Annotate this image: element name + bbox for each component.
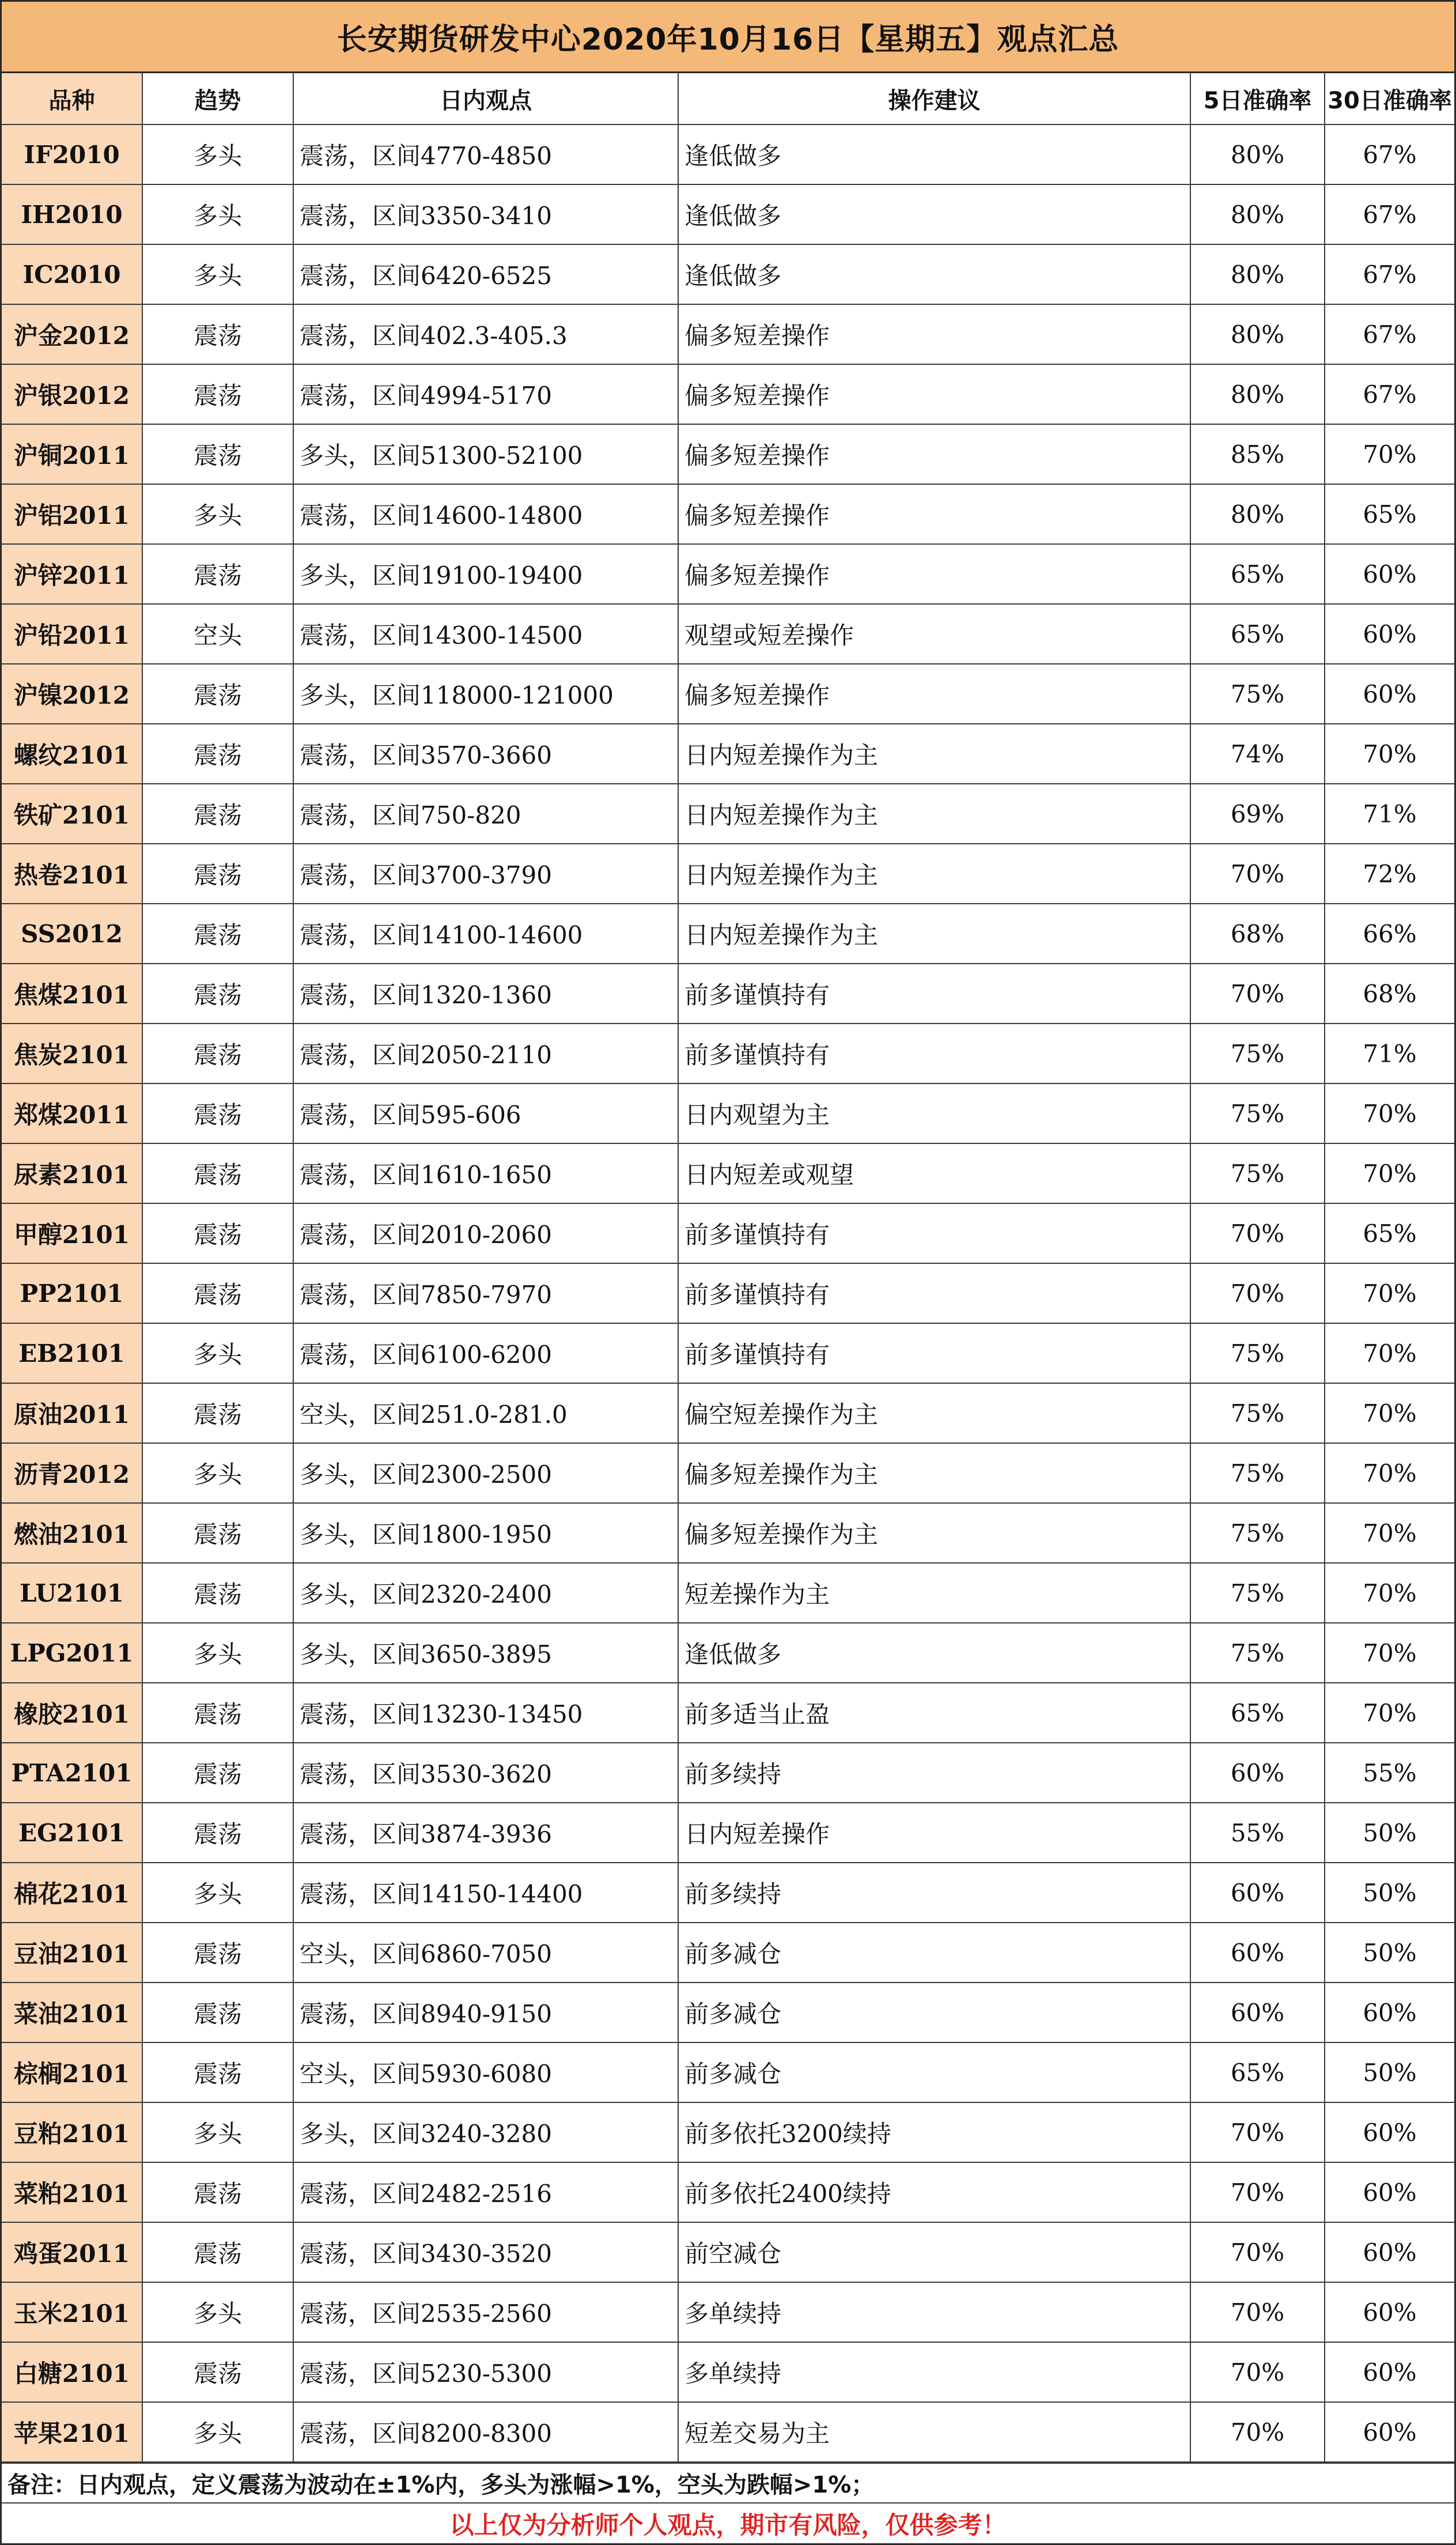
cell-5day-accuracy: 70% bbox=[1190, 1263, 1325, 1323]
cell-advice: 短差交易为主 bbox=[678, 2402, 1190, 2462]
table-row bbox=[2, 1203, 1454, 1263]
table-row bbox=[2, 964, 1454, 1024]
cell-variety: 铁矿2101 bbox=[2, 784, 142, 844]
cell-trend: 空头 bbox=[142, 604, 293, 664]
table-row bbox=[2, 424, 1454, 484]
cell-trend: 震荡 bbox=[142, 1983, 293, 2042]
table-row bbox=[2, 1563, 1454, 1623]
cell-intraday-view: 多头，区间19100-19400 bbox=[293, 544, 678, 604]
table-row bbox=[2, 1383, 1454, 1443]
header-variety: 品种 bbox=[2, 73, 142, 124]
cell-variety: EB2101 bbox=[2, 1323, 142, 1383]
cell-intraday-view: 震荡，区间1320-1360 bbox=[293, 964, 678, 1024]
cell-30day-accuracy: 65% bbox=[1325, 1203, 1454, 1263]
cell-advice: 前多续持 bbox=[678, 1743, 1190, 1803]
cell-variety: 沪铜2011 bbox=[2, 424, 142, 484]
cell-5day-accuracy: 75% bbox=[1190, 1323, 1325, 1383]
cell-5day-accuracy: 75% bbox=[1190, 1083, 1325, 1143]
cell-advice: 偏多短差操作为主 bbox=[678, 1503, 1190, 1563]
cell-advice: 观望或短差操作 bbox=[678, 604, 1190, 664]
cell-trend: 震荡 bbox=[142, 1803, 293, 1863]
cell-30day-accuracy: 67% bbox=[1325, 304, 1454, 364]
cell-trend: 震荡 bbox=[142, 1743, 293, 1803]
cell-variety: 白糖2101 bbox=[2, 2342, 142, 2402]
cell-variety: 沪铅2011 bbox=[2, 604, 142, 664]
cell-advice: 偏多短差操作 bbox=[678, 544, 1190, 604]
cell-trend: 多头 bbox=[142, 484, 293, 544]
cell-variety: LU2101 bbox=[2, 1563, 142, 1623]
cell-trend: 多头 bbox=[142, 124, 293, 184]
cell-intraday-view: 震荡，区间2050-2110 bbox=[293, 1024, 678, 1083]
cell-30day-accuracy: 60% bbox=[1325, 2402, 1454, 2462]
cell-advice: 前多谨慎持有 bbox=[678, 964, 1190, 1024]
cell-variety: 菜粕2101 bbox=[2, 2162, 142, 2222]
cell-trend: 多头 bbox=[142, 1623, 293, 1683]
cell-30day-accuracy: 70% bbox=[1325, 1263, 1454, 1323]
cell-advice: 前多减仓 bbox=[678, 1923, 1190, 1983]
cell-30day-accuracy: 67% bbox=[1325, 244, 1454, 304]
cell-5day-accuracy: 69% bbox=[1190, 784, 1325, 844]
cell-30day-accuracy: 60% bbox=[1325, 2222, 1454, 2282]
table-row bbox=[2, 2102, 1454, 2162]
cell-advice: 偏多短差操作 bbox=[678, 484, 1190, 544]
cell-intraday-view: 震荡，区间3700-3790 bbox=[293, 844, 678, 904]
cell-trend: 多头 bbox=[142, 184, 293, 244]
cell-variety: 菜油2101 bbox=[2, 1983, 142, 2042]
cell-trend: 震荡 bbox=[142, 2222, 293, 2282]
cell-variety: LPG2011 bbox=[2, 1623, 142, 1683]
cell-trend: 多头 bbox=[142, 244, 293, 304]
cell-5day-accuracy: 80% bbox=[1190, 484, 1325, 544]
cell-5day-accuracy: 75% bbox=[1190, 1503, 1325, 1563]
cell-trend: 震荡 bbox=[142, 724, 293, 784]
table-row bbox=[2, 304, 1454, 364]
cell-5day-accuracy: 68% bbox=[1190, 904, 1325, 964]
cell-advice: 前多续持 bbox=[678, 1863, 1190, 1923]
cell-30day-accuracy: 67% bbox=[1325, 124, 1454, 184]
cell-advice: 前多谨慎持有 bbox=[678, 1024, 1190, 1083]
cell-30day-accuracy: 68% bbox=[1325, 964, 1454, 1024]
cell-advice: 前多减仓 bbox=[678, 2042, 1190, 2102]
cell-intraday-view: 空头，区间6860-7050 bbox=[293, 1923, 678, 1983]
cell-30day-accuracy: 65% bbox=[1325, 484, 1454, 544]
cell-advice: 前多减仓 bbox=[678, 1983, 1190, 2042]
cell-5day-accuracy: 80% bbox=[1190, 244, 1325, 304]
cell-intraday-view: 震荡，区间3874-3936 bbox=[293, 1803, 678, 1863]
cell-intraday-view: 震荡，区间3430-3520 bbox=[293, 2222, 678, 2282]
cell-trend: 震荡 bbox=[142, 1683, 293, 1743]
views-table bbox=[2, 73, 1454, 2463]
cell-intraday-view: 震荡，区间14150-14400 bbox=[293, 1863, 678, 1923]
table-row bbox=[2, 904, 1454, 964]
cell-variety: PP2101 bbox=[2, 1263, 142, 1323]
cell-5day-accuracy: 80% bbox=[1190, 184, 1325, 244]
cell-trend: 震荡 bbox=[142, 2342, 293, 2402]
cell-5day-accuracy: 75% bbox=[1190, 1443, 1325, 1503]
cell-5day-accuracy: 80% bbox=[1190, 304, 1325, 364]
table-row bbox=[2, 1263, 1454, 1323]
cell-variety: 焦炭2101 bbox=[2, 1024, 142, 1083]
header-trend: 趋势 bbox=[142, 73, 293, 124]
table-row bbox=[2, 2162, 1454, 2222]
cell-variety: 螺纹2101 bbox=[2, 724, 142, 784]
cell-variety: 玉米2101 bbox=[2, 2282, 142, 2342]
cell-30day-accuracy: 60% bbox=[1325, 1983, 1454, 2042]
cell-intraday-view: 空头，区间5930-6080 bbox=[293, 2042, 678, 2102]
table-row bbox=[2, 784, 1454, 844]
cell-30day-accuracy: 55% bbox=[1325, 1743, 1454, 1803]
cell-intraday-view: 多头，区间3650-3895 bbox=[293, 1623, 678, 1683]
cell-5day-accuracy: 70% bbox=[1190, 2102, 1325, 2162]
cell-intraday-view: 多头，区间2300-2500 bbox=[293, 1443, 678, 1503]
header-30day-accuracy: 30日准确率 bbox=[1325, 73, 1454, 124]
cell-intraday-view: 震荡，区间402.3-405.3 bbox=[293, 304, 678, 364]
cell-trend: 震荡 bbox=[142, 1923, 293, 1983]
cell-30day-accuracy: 70% bbox=[1325, 1443, 1454, 1503]
table-row bbox=[2, 1083, 1454, 1143]
cell-advice: 日内观望为主 bbox=[678, 1083, 1190, 1143]
cell-trend: 震荡 bbox=[142, 1383, 293, 1443]
table-row bbox=[2, 1143, 1454, 1203]
table-row bbox=[2, 2222, 1454, 2282]
cell-advice: 偏多短差操作 bbox=[678, 364, 1190, 424]
cell-intraday-view: 震荡，区间3530-3620 bbox=[293, 1743, 678, 1803]
cell-5day-accuracy: 60% bbox=[1190, 1863, 1325, 1923]
cell-intraday-view: 震荡，区间2010-2060 bbox=[293, 1203, 678, 1263]
cell-5day-accuracy: 80% bbox=[1190, 364, 1325, 424]
cell-advice: 前多谨慎持有 bbox=[678, 1263, 1190, 1323]
cell-advice: 前多谨慎持有 bbox=[678, 1323, 1190, 1383]
cell-advice: 偏多短差操作为主 bbox=[678, 1443, 1190, 1503]
cell-5day-accuracy: 60% bbox=[1190, 1983, 1325, 2042]
cell-variety: 橡胶2101 bbox=[2, 1683, 142, 1743]
cell-variety: 沪铝2011 bbox=[2, 484, 142, 544]
header-5day-accuracy: 5日准确率 bbox=[1190, 73, 1325, 124]
cell-variety: 沪金2012 bbox=[2, 304, 142, 364]
table-row bbox=[2, 1503, 1454, 1563]
cell-variety: 豆粕2101 bbox=[2, 2102, 142, 2162]
cell-30day-accuracy: 60% bbox=[1325, 664, 1454, 724]
cell-trend: 多头 bbox=[142, 2402, 293, 2462]
cell-intraday-view: 震荡，区间7850-7970 bbox=[293, 1263, 678, 1323]
header-advice: 操作建议 bbox=[678, 73, 1190, 124]
table-row bbox=[2, 184, 1454, 244]
cell-intraday-view: 震荡，区间8940-9150 bbox=[293, 1983, 678, 2042]
cell-variety: 原油2011 bbox=[2, 1383, 142, 1443]
cell-30day-accuracy: 50% bbox=[1325, 1803, 1454, 1863]
cell-advice: 多单续持 bbox=[678, 2282, 1190, 2342]
cell-5day-accuracy: 55% bbox=[1190, 1803, 1325, 1863]
cell-trend: 多头 bbox=[142, 1323, 293, 1383]
cell-trend: 震荡 bbox=[142, 904, 293, 964]
cell-trend: 震荡 bbox=[142, 1563, 293, 1623]
cell-variety: EG2101 bbox=[2, 1803, 142, 1863]
table-row bbox=[2, 484, 1454, 544]
cell-variety: 甲醇2101 bbox=[2, 1203, 142, 1263]
cell-trend: 震荡 bbox=[142, 1203, 293, 1263]
cell-5day-accuracy: 65% bbox=[1190, 2042, 1325, 2102]
cell-5day-accuracy: 65% bbox=[1190, 544, 1325, 604]
cell-5day-accuracy: 70% bbox=[1190, 1203, 1325, 1263]
cell-30day-accuracy: 72% bbox=[1325, 844, 1454, 904]
cell-intraday-view: 震荡，区间14100-14600 bbox=[293, 904, 678, 964]
table-row bbox=[2, 1623, 1454, 1683]
cell-intraday-view: 震荡，区间6100-6200 bbox=[293, 1323, 678, 1383]
cell-30day-accuracy: 70% bbox=[1325, 1623, 1454, 1683]
cell-intraday-view: 震荡，区间3350-3410 bbox=[293, 184, 678, 244]
cell-30day-accuracy: 70% bbox=[1325, 1143, 1454, 1203]
cell-intraday-view: 震荡，区间2535-2560 bbox=[293, 2282, 678, 2342]
cell-intraday-view: 震荡，区间1610-1650 bbox=[293, 1143, 678, 1203]
cell-variety: 沥青2012 bbox=[2, 1443, 142, 1503]
cell-variety: PTA2101 bbox=[2, 1743, 142, 1803]
cell-intraday-view: 震荡，区间8200-8300 bbox=[293, 2402, 678, 2462]
cell-variety: 燃油2101 bbox=[2, 1503, 142, 1563]
cell-advice: 前多依托2400续持 bbox=[678, 2162, 1190, 2222]
table-row bbox=[2, 1683, 1454, 1743]
cell-intraday-view: 震荡，区间750-820 bbox=[293, 784, 678, 844]
cell-5day-accuracy: 70% bbox=[1190, 2282, 1325, 2342]
cell-trend: 震荡 bbox=[142, 1143, 293, 1203]
header-row bbox=[2, 73, 1454, 124]
table-row bbox=[2, 544, 1454, 604]
cell-5day-accuracy: 80% bbox=[1190, 124, 1325, 184]
cell-intraday-view: 震荡，区间595-606 bbox=[293, 1083, 678, 1143]
cell-advice: 前空减仓 bbox=[678, 2222, 1190, 2282]
cell-5day-accuracy: 60% bbox=[1190, 1923, 1325, 1983]
table-row bbox=[2, 1863, 1454, 1923]
cell-advice: 日内短差操作为主 bbox=[678, 844, 1190, 904]
cell-trend: 震荡 bbox=[142, 364, 293, 424]
header-intraday-view: 日内观点 bbox=[293, 73, 678, 124]
table-row bbox=[2, 1443, 1454, 1503]
risk-disclaimer: 以上仅为分析师个人观点，期市有风险，仅供参考！ bbox=[2, 2502, 1454, 2544]
cell-5day-accuracy: 65% bbox=[1190, 604, 1325, 664]
cell-trend: 震荡 bbox=[142, 784, 293, 844]
cell-30day-accuracy: 67% bbox=[1325, 184, 1454, 244]
table-header bbox=[2, 73, 1454, 124]
table-row bbox=[2, 1323, 1454, 1383]
table-row bbox=[2, 1743, 1454, 1803]
table-row bbox=[2, 2282, 1454, 2342]
cell-30day-accuracy: 70% bbox=[1325, 1383, 1454, 1443]
cell-intraday-view: 多头，区间51300-52100 bbox=[293, 424, 678, 484]
table-row bbox=[2, 844, 1454, 904]
cell-intraday-view: 多头，区间1800-1950 bbox=[293, 1503, 678, 1563]
cell-intraday-view: 多头，区间3240-3280 bbox=[293, 2102, 678, 2162]
cell-5day-accuracy: 70% bbox=[1190, 2342, 1325, 2402]
table-row bbox=[2, 244, 1454, 304]
cell-trend: 震荡 bbox=[142, 2162, 293, 2222]
table-row bbox=[2, 664, 1454, 724]
cell-advice: 偏多短差操作 bbox=[678, 424, 1190, 484]
cell-5day-accuracy: 60% bbox=[1190, 1743, 1325, 1803]
cell-30day-accuracy: 66% bbox=[1325, 904, 1454, 964]
cell-variety: 棕榈2101 bbox=[2, 2042, 142, 2102]
cell-intraday-view: 震荡，区间5230-5300 bbox=[293, 2342, 678, 2402]
table-row bbox=[2, 124, 1454, 184]
footnote: 备注：日内观点，定义震荡为波动在±1%内，多头为涨幅>1%，空头为跌幅>1%； bbox=[2, 2463, 1454, 2502]
cell-5day-accuracy: 70% bbox=[1190, 2162, 1325, 2222]
cell-trend: 震荡 bbox=[142, 424, 293, 484]
cell-30day-accuracy: 50% bbox=[1325, 2042, 1454, 2102]
cell-advice: 逢低做多 bbox=[678, 184, 1190, 244]
cell-30day-accuracy: 60% bbox=[1325, 544, 1454, 604]
table-row bbox=[2, 1983, 1454, 2042]
cell-trend: 震荡 bbox=[142, 304, 293, 364]
cell-trend: 震荡 bbox=[142, 664, 293, 724]
cell-5day-accuracy: 70% bbox=[1190, 964, 1325, 1024]
page-title: 长安期货研发中心2020年10月16日【星期五】观点汇总 bbox=[2, 2, 1454, 73]
cell-advice: 短差操作为主 bbox=[678, 1563, 1190, 1623]
cell-30day-accuracy: 60% bbox=[1325, 2282, 1454, 2342]
table-row bbox=[2, 1024, 1454, 1083]
cell-30day-accuracy: 70% bbox=[1325, 1083, 1454, 1143]
cell-trend: 多头 bbox=[142, 2282, 293, 2342]
cell-30day-accuracy: 60% bbox=[1325, 2102, 1454, 2162]
cell-30day-accuracy: 70% bbox=[1325, 1503, 1454, 1563]
cell-advice: 偏多短差操作 bbox=[678, 304, 1190, 364]
table-row bbox=[2, 724, 1454, 784]
cell-variety: 豆油2101 bbox=[2, 1923, 142, 1983]
cell-intraday-view: 震荡，区间13230-13450 bbox=[293, 1683, 678, 1743]
cell-variety: 焦煤2101 bbox=[2, 964, 142, 1024]
cell-intraday-view: 震荡，区间6420-6525 bbox=[293, 244, 678, 304]
cell-30day-accuracy: 70% bbox=[1325, 724, 1454, 784]
cell-trend: 震荡 bbox=[142, 1503, 293, 1563]
cell-intraday-view: 震荡，区间4770-4850 bbox=[293, 124, 678, 184]
cell-trend: 震荡 bbox=[142, 1263, 293, 1323]
cell-variety: 郑煤2011 bbox=[2, 1083, 142, 1143]
cell-30day-accuracy: 70% bbox=[1325, 1323, 1454, 1383]
cell-variety: 苹果2101 bbox=[2, 2402, 142, 2462]
cell-advice: 日内短差操作为主 bbox=[678, 904, 1190, 964]
cell-advice: 逢低做多 bbox=[678, 1623, 1190, 1683]
cell-advice: 日内短差操作为主 bbox=[678, 724, 1190, 784]
cell-30day-accuracy: 70% bbox=[1325, 1683, 1454, 1743]
cell-intraday-view: 震荡，区间4994-5170 bbox=[293, 364, 678, 424]
cell-30day-accuracy: 50% bbox=[1325, 1863, 1454, 1923]
cell-5day-accuracy: 70% bbox=[1190, 2222, 1325, 2282]
cell-30day-accuracy: 67% bbox=[1325, 364, 1454, 424]
cell-advice: 前多适当止盈 bbox=[678, 1683, 1190, 1743]
table-row bbox=[2, 2402, 1454, 2462]
cell-advice: 多单续持 bbox=[678, 2342, 1190, 2402]
cell-advice: 前多谨慎持有 bbox=[678, 1203, 1190, 1263]
table-row bbox=[2, 364, 1454, 424]
table-row bbox=[2, 2042, 1454, 2102]
cell-5day-accuracy: 75% bbox=[1190, 1383, 1325, 1443]
cell-5day-accuracy: 85% bbox=[1190, 424, 1325, 484]
cell-advice: 逢低做多 bbox=[678, 124, 1190, 184]
cell-30day-accuracy: 60% bbox=[1325, 2342, 1454, 2402]
cell-30day-accuracy: 71% bbox=[1325, 784, 1454, 844]
cell-30day-accuracy: 70% bbox=[1325, 424, 1454, 484]
cell-5day-accuracy: 74% bbox=[1190, 724, 1325, 784]
cell-variety: 尿素2101 bbox=[2, 1143, 142, 1203]
cell-30day-accuracy: 71% bbox=[1325, 1024, 1454, 1083]
cell-intraday-view: 震荡，区间14300-14500 bbox=[293, 604, 678, 664]
table-row bbox=[2, 2342, 1454, 2402]
cell-advice: 偏空短差操作为主 bbox=[678, 1383, 1190, 1443]
cell-5day-accuracy: 75% bbox=[1190, 1563, 1325, 1623]
cell-variety: 棉花2101 bbox=[2, 1863, 142, 1923]
cell-variety: 鸡蛋2011 bbox=[2, 2222, 142, 2282]
cell-advice: 前多依托3200续持 bbox=[678, 2102, 1190, 2162]
table-body bbox=[2, 124, 1454, 2462]
cell-intraday-view: 多头，区间118000-121000 bbox=[293, 664, 678, 724]
cell-variety: 沪锌2011 bbox=[2, 544, 142, 604]
cell-advice: 日内短差操作 bbox=[678, 1803, 1190, 1863]
cell-trend: 多头 bbox=[142, 2102, 293, 2162]
table-row bbox=[2, 604, 1454, 664]
cell-advice: 日内短差或观望 bbox=[678, 1143, 1190, 1203]
cell-30day-accuracy: 60% bbox=[1325, 2162, 1454, 2222]
cell-5day-accuracy: 70% bbox=[1190, 844, 1325, 904]
cell-5day-accuracy: 75% bbox=[1190, 1143, 1325, 1203]
cell-variety: 热卷2101 bbox=[2, 844, 142, 904]
cell-variety: SS2012 bbox=[2, 904, 142, 964]
cell-30day-accuracy: 60% bbox=[1325, 604, 1454, 664]
table-row bbox=[2, 1803, 1454, 1863]
cell-trend: 多头 bbox=[142, 1863, 293, 1923]
cell-trend: 震荡 bbox=[142, 2042, 293, 2102]
cell-5day-accuracy: 70% bbox=[1190, 2402, 1325, 2462]
cell-30day-accuracy: 70% bbox=[1325, 1563, 1454, 1623]
cell-intraday-view: 空头，区间251.0-281.0 bbox=[293, 1383, 678, 1443]
cell-trend: 震荡 bbox=[142, 844, 293, 904]
cell-intraday-view: 震荡，区间2482-2516 bbox=[293, 2162, 678, 2222]
cell-trend: 震荡 bbox=[142, 1024, 293, 1083]
cell-trend: 震荡 bbox=[142, 964, 293, 1024]
cell-5day-accuracy: 75% bbox=[1190, 1024, 1325, 1083]
cell-5day-accuracy: 75% bbox=[1190, 664, 1325, 724]
cell-intraday-view: 震荡，区间3570-3660 bbox=[293, 724, 678, 784]
cell-advice: 日内短差操作为主 bbox=[678, 784, 1190, 844]
cell-advice: 逢低做多 bbox=[678, 244, 1190, 304]
cell-intraday-view: 多头，区间2320-2400 bbox=[293, 1563, 678, 1623]
cell-5day-accuracy: 65% bbox=[1190, 1683, 1325, 1743]
cell-variety: IF2010 bbox=[2, 124, 142, 184]
cell-trend: 震荡 bbox=[142, 544, 293, 604]
cell-variety: 沪镍2012 bbox=[2, 664, 142, 724]
cell-advice: 偏多短差操作 bbox=[678, 664, 1190, 724]
cell-variety: IC2010 bbox=[2, 244, 142, 304]
cell-30day-accuracy: 50% bbox=[1325, 1923, 1454, 1983]
cell-5day-accuracy: 75% bbox=[1190, 1623, 1325, 1683]
cell-variety: IH2010 bbox=[2, 184, 142, 244]
cell-trend: 多头 bbox=[142, 1443, 293, 1503]
cell-trend: 震荡 bbox=[142, 1083, 293, 1143]
cell-intraday-view: 震荡，区间14600-14800 bbox=[293, 484, 678, 544]
cell-variety: 沪银2012 bbox=[2, 364, 142, 424]
table-row bbox=[2, 1923, 1454, 1983]
